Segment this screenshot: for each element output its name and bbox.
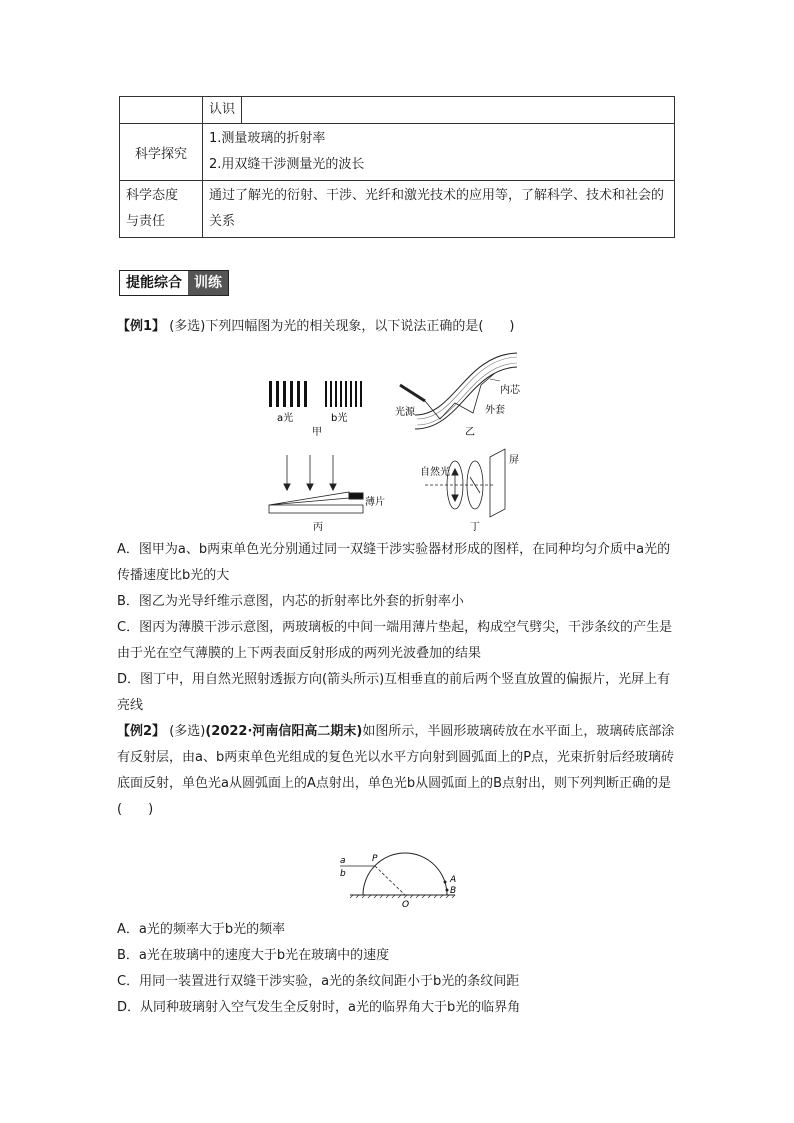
row-label (120, 181, 203, 238)
inner-core-label: 内芯 (500, 385, 520, 396)
screen-label: 屏 (509, 455, 519, 466)
example1-option-b: B．图乙为光导纤维示意图，内芯的折射率比外套的折射率小 (117, 594, 464, 609)
example-text: 下列四幅图为光的相关现象，以下说法正确的是( ) (205, 319, 515, 334)
natural-light-label: 自然光 (420, 467, 450, 478)
table-row (120, 97, 675, 124)
point-b-label: B (450, 886, 457, 896)
example1-figure (255, 345, 535, 535)
section-banner (119, 270, 229, 296)
example2-option-d: D．从同种玻璃射入空气发生全反射时，a光的临界角大于b光的临界角 (117, 1000, 521, 1015)
example2-option-b: B．a光在玻璃中的速度大于b光在玻璃中的速度 (117, 948, 390, 963)
example-prefix: (多选) (169, 724, 206, 739)
row-content (203, 124, 675, 181)
table-row (120, 124, 675, 181)
beam-b-label: b (340, 869, 346, 879)
row-label-line: 科学态度 (126, 188, 179, 203)
banner-part2: 训练 (188, 271, 228, 295)
fringe-pattern-b (325, 381, 362, 407)
jia-label: 甲 (312, 427, 322, 438)
beam-a-label: a (340, 856, 346, 866)
example2-option-a: A．a光的频率大于b光的频率 (117, 922, 286, 937)
example-prefix: (多选) (169, 319, 206, 334)
thin-film-diagram (269, 455, 363, 513)
row-content: 通过了解光的衍射、干涉、光纤和激光技术的应用等，了解科学、技术和社会的关系 (203, 181, 675, 238)
example1-option-c: C．图丙为薄膜干涉示意图，两玻璃板的中间一端用薄片垫起，构成空气劈尖，干涉条纹的产生是由于光在空气薄膜的上下两表面反射形成的两列光波叠加的结果 (117, 620, 673, 661)
example-text: 如图所示，半圆形玻璃砖放在水平面上，玻璃砖底部涂有反射层，由a、b两束单色光组成的复色光以水平方向射到圆弧面上的P点，光束折射后经玻璃砖底面反射，单色光a从圆弧面上的A点射出，单色光b从圆弧面上的B点射出，则下列判断正确的是( ) (117, 724, 675, 817)
content-line: 2.用双缝干涉测量光的波长 (209, 157, 365, 172)
table-cell-text: 认识 (203, 97, 242, 123)
row-label: 科学探究 (120, 124, 203, 181)
table-cell (203, 97, 675, 124)
example1-option-a: A．图甲为a、b两束单色光分别通过同一双缝干涉实验器材形成的图样，在同种均匀介质中a光的传播速度比b光的大 (117, 542, 671, 583)
example2-figure (335, 850, 465, 910)
table-row (120, 181, 675, 238)
yi-label: 乙 (465, 427, 475, 438)
polarizer-diagram (425, 449, 505, 517)
row-label-line: 与责任 (126, 214, 166, 229)
banner-part1: 提能综合 (120, 271, 188, 295)
table-cell-empty (120, 97, 203, 124)
thin-sheet-label: 薄片 (365, 497, 385, 508)
point-o-label: O (402, 900, 410, 910)
light-source-label: 光源 (395, 407, 415, 418)
example1-option-d: D．图丁中，用自然光照射透振方向(箭头所示)互相垂直的前后两个竖直放置的偏振片，光屏上有亮线 (117, 672, 671, 713)
fringe-pattern-a (269, 381, 307, 407)
curriculum-table (119, 96, 675, 238)
point-a-label: A (450, 875, 457, 885)
example-source: (2022·河南信阳高二期末) (205, 724, 363, 739)
example2-option-c: C．用同一装置进行双缝干涉实验，a光的条纹间距小于b光的条纹间距 (117, 974, 520, 989)
b-light-label: b光 (331, 413, 348, 424)
bing-label: 丙 (313, 522, 323, 533)
point-p-label: P (372, 854, 378, 864)
example2-question (117, 719, 679, 823)
a-light-label: a光 (277, 413, 294, 424)
example1-question (117, 314, 679, 340)
content-line: 1.测量玻璃的折射率 (209, 131, 326, 146)
example-tag: 【例1】 (117, 319, 166, 334)
outer-sheath-label: 外套 (485, 405, 505, 416)
example-tag: 【例2】 (117, 724, 166, 739)
ding-label: 丁 (470, 522, 480, 533)
